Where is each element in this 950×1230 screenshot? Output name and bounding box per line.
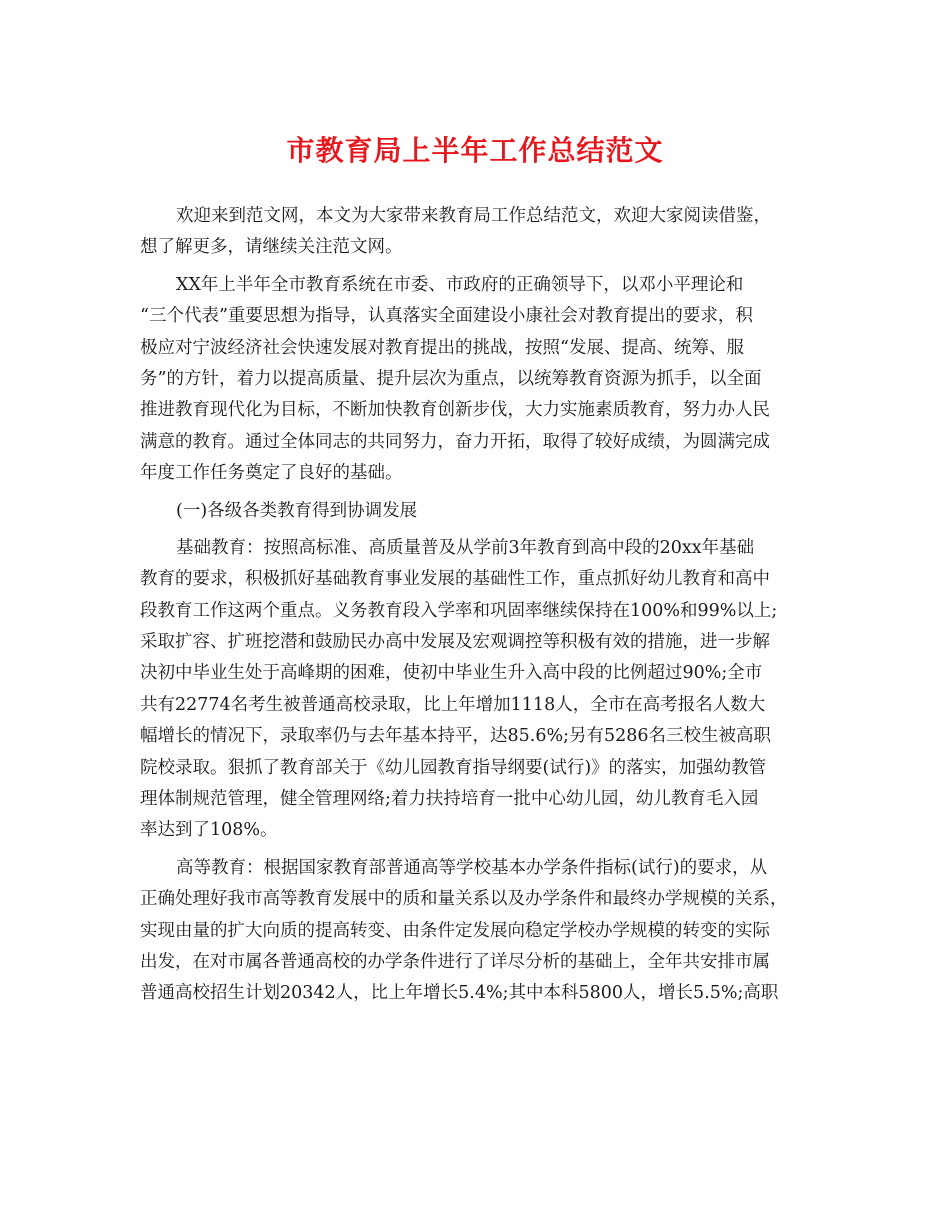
- body-line: 年度工作任务奠定了良好的基础。: [140, 463, 403, 484]
- body-line: 极应对宁波经济社会快速发展对教育提出的挑战，按照“发展、提高、统筹、服: [140, 337, 744, 358]
- body-line: 院校录取。狠抓了教育部关于《幼儿园教育指导纲要(试行)》的落实，加强幼教管: [140, 757, 767, 778]
- document-title: 市教育局上半年工作总结范文: [286, 134, 664, 167]
- section-heading: (一)各级各类教育得到协调发展: [176, 500, 418, 521]
- body-line: 正确处理好我市高等教育发展中的质和量关系以及办学条件和最终办学规模的关系，: [140, 889, 788, 910]
- body-line: 欢迎来到范文网，本文为大家带来教育局工作总结范文，欢迎大家阅读借鉴，: [176, 206, 771, 226]
- body-line: 务”的方针，着力以提高质量、提升层次为重点，以统筹教育资源为抓手，以全面: [140, 368, 762, 389]
- body-line: 想了解更多，请继续关注范文网。: [140, 237, 403, 258]
- body-line: 教育的要求，积极抓好基础教育事业发展的基础性工作，重点抓好幼儿教育和高中: [140, 569, 770, 590]
- body-line: 推进教育现代化为目标，不断加快教育创新步伐，大力实施素质教育，努力办人民: [140, 400, 770, 421]
- body-line: 理体制规范管理，健全管理网络;着力扶持培育一批中心幼儿园，幼儿教育毛入园: [140, 789, 759, 810]
- body-line: “三个代表”重要思想为指导，认真落实全面建设小康社会对教育提出的要求，积: [140, 306, 753, 327]
- body-line: 普通高校招生计划20342人，比上年增长5.4%;其中本科5800人，增长5.5%;高职: [140, 983, 779, 1004]
- body-line: 共有22774名考生被普通高校录取，比上年增加1118人，全市在高考报名人数大: [140, 694, 766, 715]
- body-line: 基础教育：按照高标准、高质量普及从学前3年教育到高中段的20xx年基础: [176, 537, 755, 558]
- body-line: 高等教育：根据国家教育部普通高等学校基本办学条件指标(试行)的要求，从: [176, 857, 768, 878]
- body-line: 决初中毕业生处于高峰期的困难，使初中毕业生升入高中段的比例超过90%;全市: [140, 663, 763, 684]
- body-line: 实现由量的扩大向质的提高转变、由条件定发展向稳定学校办学规模的转变的实际: [140, 920, 770, 941]
- body-line: 段教育工作这两个重点。义务教育段入学率和巩固率继续保持在100%和99%以上;: [140, 600, 778, 621]
- body-line: 幅增长的情况下，录取率仍与去年基本持平，达85.6%;另有5286名三校生被高职: [140, 726, 772, 747]
- body-line: 出发，在对市属各普通高校的办学条件进行了详尽分析的基础上，全年共安排市属: [140, 951, 770, 972]
- body-line: 率达到了108%。: [140, 820, 278, 841]
- body-line: 满意的教育。通过全体同志的共同努力，奋力开拓，取得了较好成绩，为圆满完成: [140, 431, 770, 452]
- body-line: XX年上半年全市教育系统在市委、市政府的正确领导下，以邓小平理论和: [176, 274, 744, 295]
- document-body: [140, 201, 810, 1010]
- body-line: 采取扩容、扩班挖潜和鼓励民办高中发展及宏观调控等积极有效的措施，进一步解: [140, 632, 770, 653]
